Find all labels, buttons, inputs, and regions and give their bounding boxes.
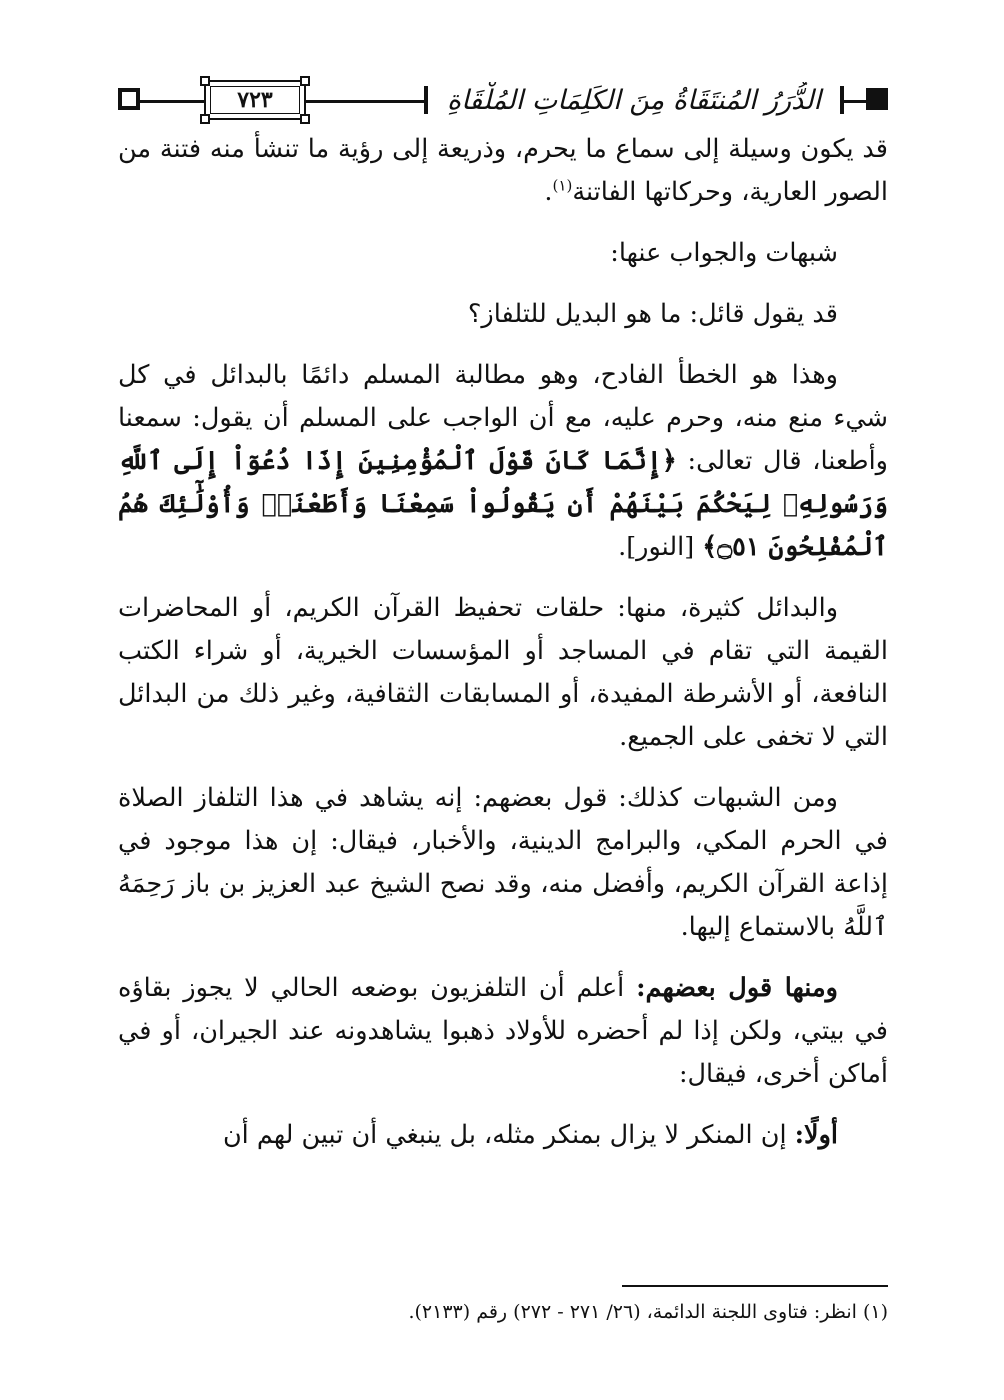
- page-body: [118, 128, 888, 1157]
- header-rule-middle: [306, 100, 428, 103]
- paragraph-first-reply: أولًا: إن المنكر لا يزال بمنكر مثله، بل ينبغي أن تبين لهم أن: [222, 1120, 838, 1150]
- header-ornament-square-left: [118, 88, 140, 110]
- paragraph-lead: ومنها قول بعضهم:: [636, 973, 838, 1003]
- header-ornament-square-right: [866, 88, 888, 110]
- paragraph-lead: أولًا:: [794, 1120, 838, 1150]
- book-title: الدُّرَرُ المُنتَقَاةُ مِنَ الكَلِمَاتِ المُلْقَاةِ: [428, 82, 840, 120]
- paragraph-alternatives-error: وهذا هو الخطأ الفادح، وهو مطالبة المسلم دائمًا بالبدائل في كل شيء منع منه، وحرم عليه، مع أن الواجب على المسلم أن يقول: سمعنا وأطعنا، قال تعالى: ﴿إِنَّمَا كَانَ قَوْلَ ٱلْمُؤْمِنِينَ إِذَا دُعُوٓاْ إِلَى ٱللَّهِ وَرَسُولِهِۦ لِيَحْكُمَ بَيْنَهُمْ أَن يَقُولُواْ سَمِعْنَا وَأَطَعْنَاۚ وَأُوْلَٰٓئِكَ هُمُ ٱلْمُفْلِحُونَ ۝٥١﴾ [النور].: [118, 360, 888, 562]
- header-rule-right: [844, 100, 868, 103]
- paragraph-doubt-children: ومنها قول بعضهم: أعلم أن التلفزيون بوضعه الحالي لا يجوز بقاؤه في بيتي، ولكن إذا لم أحضره للأولاد ذهبوا يشاهدونه عند الجيران، أو في أماكن أخرى، فيقال:: [118, 973, 888, 1089]
- paragraph-doubt-haram-broadcast: ومن الشبهات كذلك: قول بعضهم: إنه يشاهد في هذا التلفاز الصلاة في الحرم المكي، والبرامج الدينية، والأخبار، فيقال: إن هذا موجود في إذاعة القرآن الكريم، وأفضل منه، وقد نصح الشيخ عبد العزيز بن باز رَحِمَهُ ٱللَّهُ بالاستماع إليها.: [118, 783, 888, 942]
- paragraph-1: قد يكون وسيلة إلى سماع ما يحرم، وذريعة إلى رؤية ما تنشأ منه فتنة من الصور العارية، وحركاتها الفاتنة$^{(١)}$.: [118, 134, 888, 207]
- footnote-separator: [622, 1285, 888, 1287]
- page-number: ٧٢٣: [237, 87, 273, 113]
- page-number-frame: [204, 80, 306, 120]
- paragraph-question: قد يقول قائل: ما هو البديل للتلفاز؟: [467, 299, 838, 329]
- paragraph-alternatives-list: والبدائل كثيرة، منها: حلقات تحفيظ القرآن الكريم، أو المحاضرات القيمة التي تقام في المساجد أو المؤسسات الخيرية، أو شراء الكتب النافعة، أو الأشرطة المفيدة، أو المسابقات الثقافية، وغير ذلك من البدائل التي لا تخفى على الجميع.: [118, 593, 888, 752]
- footnote-ref: (١): [552, 176, 573, 195]
- footnote: (١) انظر: فتاوى اللجنة الدائمة، (٢٦/ ٢٧١ - ٢٧٢) رقم (٢١٣٣).: [408, 1301, 888, 1323]
- section-heading-doubts: شبهات والجواب عنها:: [610, 238, 838, 268]
- header-rule-left: [140, 100, 206, 103]
- page-header: [118, 78, 888, 124]
- quran-verse: ﴿إِنَّمَا كَانَ قَوْلَ ٱلْمُؤْمِنِينَ إِذَا دُعُوٓاْ إِلَى ٱللَّهِ وَرَسُولِهِۦ لِيَحْكُمَ بَيْنَهُمْ أَن يَقُولُواْ سَمِعْنَا وَأَطَعْنَاۚ وَأُوْلَٰٓئِكَ هُمُ ٱلْمُفْلِحُونَ ۝٥١﴾: [118, 446, 888, 562]
- quran-source: [النور].: [618, 532, 695, 562]
